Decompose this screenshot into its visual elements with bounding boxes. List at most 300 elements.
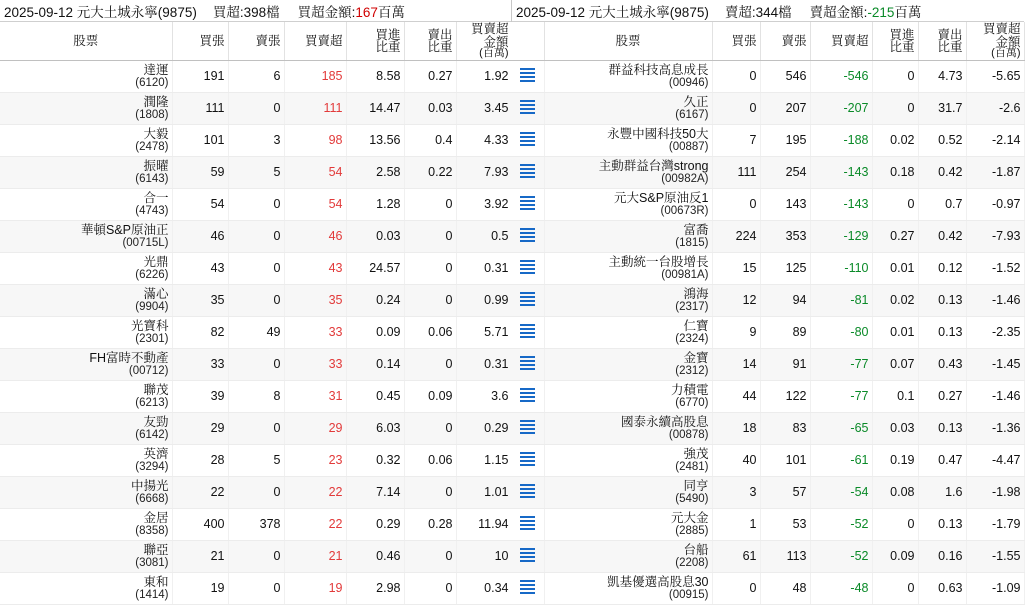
net-volume: -77 (810, 381, 872, 413)
table-row[interactable] (512, 253, 1024, 285)
buy-panel (0, 0, 512, 602)
net-amount: -1.46 (966, 285, 1024, 317)
net-volume: 21 (284, 541, 346, 573)
stock-code: (6226) (135, 269, 169, 282)
list-icon[interactable] (520, 388, 535, 401)
table-row[interactable] (512, 93, 1024, 125)
list-icon[interactable] (520, 132, 535, 145)
stock-name: 金居 (143, 510, 169, 525)
stock-code: (6770) (675, 397, 709, 410)
stock-name-cell[interactable] (544, 221, 712, 253)
stock-code: (6120) (135, 77, 169, 90)
buy-percent: 0.09 (346, 317, 404, 349)
col-sell-pct[interactable]: 賣出 比重 (404, 22, 456, 61)
net-volume: -81 (810, 285, 872, 317)
table-row[interactable] (0, 317, 512, 349)
stock-name-cell[interactable] (544, 285, 712, 317)
stock-code: (2208) (675, 557, 709, 570)
net-amount: 5.71 (456, 317, 512, 349)
list-icon[interactable] (512, 221, 544, 253)
list-icon[interactable] (512, 253, 544, 285)
net-volume: -48 (810, 573, 872, 605)
stock-name: 群益科技高息成長 (608, 62, 709, 77)
stock-name-cell[interactable] (544, 413, 712, 445)
net-volume: 43 (284, 253, 346, 285)
sell-percent: 0.13 (918, 509, 966, 541)
net-amount: -4.47 (966, 445, 1024, 477)
col-buy-pct[interactable]: 買進 比重 (346, 22, 404, 61)
stock-name: 滿心 (143, 286, 169, 301)
sell-volume: 546 (760, 61, 810, 93)
net-amount: 1.01 (456, 477, 512, 509)
buy-volume: 7 (712, 125, 760, 157)
buy-amount-unit: 百萬 (377, 4, 405, 20)
stock-code: (2481) (675, 461, 709, 474)
sell-volume: 122 (760, 381, 810, 413)
stock-code: (9904) (135, 301, 169, 314)
sell-percent: 0 (404, 285, 456, 317)
sell-volume: 0 (228, 541, 284, 573)
sell-percent: 0.13 (918, 285, 966, 317)
buy-volume: 400 (172, 509, 228, 541)
buy-volume: 9 (712, 317, 760, 349)
net-volume: -77 (810, 349, 872, 381)
stock-name: 英濟 (143, 446, 169, 461)
list-icon[interactable] (520, 228, 535, 241)
table-row[interactable] (512, 541, 1024, 573)
stock-name: 主動群益台灣strong (598, 158, 709, 173)
sell-percent: 0.03 (404, 93, 456, 125)
table-row[interactable] (0, 157, 512, 189)
table-row[interactable] (0, 285, 512, 317)
buy-volume: 15 (712, 253, 760, 285)
stock-name-cell[interactable] (0, 61, 172, 93)
sell-percent: 0.09 (404, 381, 456, 413)
buy-volume: 40 (712, 445, 760, 477)
net-volume: 35 (284, 285, 346, 317)
sell-percent: 31.7 (918, 93, 966, 125)
table-row[interactable] (0, 413, 512, 445)
net-amount: 4.33 (456, 125, 512, 157)
net-volume: 29 (284, 413, 346, 445)
sell-percent: 0 (404, 541, 456, 573)
stock-code: (1808) (135, 109, 169, 122)
sell-volume: 91 (760, 349, 810, 381)
stock-name: FH富時不動產 (89, 350, 169, 365)
stock-name: 潤隆 (143, 94, 169, 109)
sell-percent: 0.06 (404, 445, 456, 477)
table-row[interactable] (512, 509, 1024, 541)
buy-percent: 2.98 (346, 573, 404, 605)
sell-percent: 1.6 (918, 477, 966, 509)
sell-volume: 5 (228, 445, 284, 477)
sell-volume: 143 (760, 189, 810, 221)
sell-table-header-row (512, 22, 1024, 61)
stock-code: (6143) (135, 173, 169, 186)
table-row[interactable] (512, 477, 1024, 509)
buy-volume: 0 (712, 573, 760, 605)
buy-table-body (0, 61, 512, 605)
stock-name-cell[interactable] (544, 93, 712, 125)
stock-name: 聯亞 (143, 542, 169, 557)
stock-code: (00712) (128, 365, 169, 378)
col-sell-volume[interactable]: 賣張 (228, 22, 284, 61)
sell-volume: 0 (228, 477, 284, 509)
table-row[interactable] (512, 317, 1024, 349)
sell-amount-value: -215 (867, 4, 895, 20)
stock-code: (00981A) (661, 269, 709, 282)
col-stock[interactable]: 股票 (0, 22, 172, 61)
stock-name-cell[interactable] (0, 125, 172, 157)
net-volume: -129 (810, 221, 872, 253)
buy-percent: 7.14 (346, 477, 404, 509)
list-icon[interactable] (512, 381, 544, 413)
stock-code: (6213) (135, 397, 169, 410)
buy-percent: 24.57 (346, 253, 404, 285)
net-amount: 11.94 (456, 509, 512, 541)
stock-name-cell[interactable] (544, 253, 712, 285)
stock-code: (6668) (135, 493, 169, 506)
sell-volume: 0 (228, 285, 284, 317)
sell-table (512, 22, 1025, 605)
sell-percent: 0 (404, 413, 456, 445)
net-volume: -188 (810, 125, 872, 157)
list-icon[interactable] (512, 157, 544, 189)
stock-code: (1414) (135, 589, 169, 602)
col-buy-volume[interactable]: 買張 (712, 22, 760, 61)
sell-volume: 57 (760, 477, 810, 509)
buy-panel-title: 2025-09-12 元大土城永寧(9875) (4, 4, 197, 20)
buy-percent: 0.18 (872, 157, 918, 189)
stock-name-cell[interactable] (544, 573, 712, 605)
net-amount: 0.29 (456, 413, 512, 445)
net-volume: 31 (284, 381, 346, 413)
sell-volume: 53 (760, 509, 810, 541)
table-row[interactable] (0, 381, 512, 413)
sell-percent: 0.7 (918, 189, 966, 221)
buy-amount-prefix: 買超金額: (297, 4, 356, 20)
table-row[interactable] (0, 509, 512, 541)
buy-volume: 33 (172, 349, 228, 381)
stock-name: 合一 (143, 190, 169, 205)
stock-name-cell[interactable] (544, 189, 712, 221)
list-icon[interactable] (520, 452, 535, 465)
col-buy-pct[interactable]: 買進 比重 (872, 22, 918, 61)
net-volume: -52 (810, 509, 872, 541)
buy-percent: 0.01 (872, 253, 918, 285)
stock-name-cell[interactable] (544, 157, 712, 189)
buy-volume: 0 (712, 189, 760, 221)
list-icon[interactable] (520, 356, 535, 369)
list-icon[interactable] (512, 93, 544, 125)
stock-name-cell[interactable] (544, 349, 712, 381)
buy-volume: 46 (172, 221, 228, 253)
stock-code: (2312) (675, 365, 709, 378)
list-icon[interactable] (512, 189, 544, 221)
stock-name: 凱基優選高股息30 (607, 574, 709, 589)
sell-percent: 0.52 (918, 125, 966, 157)
stock-code: (00887) (668, 141, 709, 154)
net-volume: -65 (810, 413, 872, 445)
stock-name: 台船 (683, 542, 709, 557)
net-amount: 3.6 (456, 381, 512, 413)
stock-name-cell[interactable] (0, 253, 172, 285)
stock-name-cell[interactable] (0, 381, 172, 413)
stock-name-cell[interactable] (544, 61, 712, 93)
stock-name-cell[interactable] (544, 125, 712, 157)
stock-name-cell[interactable] (0, 413, 172, 445)
table-row[interactable] (0, 189, 512, 221)
stock-name-cell[interactable] (544, 445, 712, 477)
sell-percent: 0.42 (918, 221, 966, 253)
stock-name-cell[interactable] (0, 349, 172, 381)
buy-percent: 0.01 (872, 317, 918, 349)
col-net[interactable]: 買賣超 (810, 22, 872, 61)
net-amount: -1.79 (966, 509, 1024, 541)
list-icon[interactable] (520, 484, 535, 497)
sell-percent: 0.16 (918, 541, 966, 573)
stock-name: 主動統一台股增長 (608, 254, 709, 269)
table-row[interactable] (0, 573, 512, 605)
table-row[interactable] (512, 413, 1024, 445)
buy-percent: 14.47 (346, 93, 404, 125)
sell-volume: 0 (228, 413, 284, 445)
net-amount: -2.6 (966, 93, 1024, 125)
table-row[interactable] (0, 349, 512, 381)
stock-code: (00982A) (661, 173, 709, 186)
stock-code: (00715L) (122, 237, 169, 250)
stock-code: (2324) (675, 333, 709, 346)
list-icon[interactable] (520, 420, 535, 433)
stock-name: 中揚光 (130, 478, 169, 493)
stock-name: 強茂 (683, 446, 709, 461)
buy-percent: 0.45 (346, 381, 404, 413)
table-row[interactable] (0, 125, 512, 157)
sell-percent: 0.22 (404, 157, 456, 189)
list-icon[interactable] (512, 285, 544, 317)
buy-volume: 14 (712, 349, 760, 381)
net-volume: -110 (810, 253, 872, 285)
net-amount: -5.65 (966, 61, 1024, 93)
stock-name: 友勁 (143, 414, 169, 429)
net-amount: 0.5 (456, 221, 512, 253)
net-amount: 3.92 (456, 189, 512, 221)
sell-percent: 4.73 (918, 61, 966, 93)
col-stock[interactable]: 股票 (544, 22, 712, 61)
table-row[interactable] (512, 61, 1024, 93)
list-icon[interactable] (512, 509, 544, 541)
buy-percent: 0.02 (872, 125, 918, 157)
stock-code: (00946) (668, 77, 709, 90)
list-icon[interactable] (512, 317, 544, 349)
stock-name-cell[interactable] (0, 93, 172, 125)
net-amount: -2.35 (966, 317, 1024, 349)
table-row[interactable] (0, 445, 512, 477)
stock-name: 鴻海 (683, 286, 709, 301)
net-amount: -1.36 (966, 413, 1024, 445)
sell-percent: 0.27 (918, 381, 966, 413)
stock-code: (2317) (675, 301, 709, 314)
col-net-amount[interactable]: 買賣超 金額 (百萬) (966, 22, 1024, 61)
stock-name-cell[interactable] (0, 509, 172, 541)
list-icon[interactable] (520, 292, 535, 305)
buy-percent: 0.02 (872, 285, 918, 317)
list-icon[interactable] (512, 573, 544, 605)
stock-name-cell[interactable] (0, 317, 172, 349)
stock-name-cell[interactable] (544, 541, 712, 573)
col-buy-volume[interactable]: 買張 (172, 22, 228, 61)
table-row[interactable] (512, 573, 1024, 605)
stock-name: 久正 (683, 94, 709, 109)
buy-volume: 54 (172, 189, 228, 221)
net-amount: -7.93 (966, 221, 1024, 253)
table-row[interactable] (512, 189, 1024, 221)
stock-name-cell[interactable] (0, 157, 172, 189)
list-icon[interactable] (520, 260, 535, 273)
stock-name-cell[interactable] (0, 477, 172, 509)
sell-panel-header (512, 0, 1024, 22)
buy-volume: 111 (172, 93, 228, 125)
table-row[interactable] (0, 541, 512, 573)
sell-percent: 0 (404, 253, 456, 285)
net-amount: -2.14 (966, 125, 1024, 157)
net-volume: -61 (810, 445, 872, 477)
list-icon[interactable] (512, 541, 544, 573)
buy-table-header-row (0, 22, 512, 61)
sell-percent: 0.06 (404, 317, 456, 349)
buy-percent: 0.24 (346, 285, 404, 317)
buy-percent: 8.58 (346, 61, 404, 93)
sell-percent: 0.28 (404, 509, 456, 541)
list-icon[interactable] (512, 413, 544, 445)
list-icon[interactable] (512, 125, 544, 157)
list-icon[interactable] (520, 324, 535, 337)
buy-volume: 44 (712, 381, 760, 413)
sell-percent: 0.47 (918, 445, 966, 477)
list-icon[interactable] (520, 196, 535, 209)
net-volume: 22 (284, 477, 346, 509)
net-volume: 54 (284, 157, 346, 189)
stock-name-cell[interactable] (0, 189, 172, 221)
buy-percent: 0.32 (346, 445, 404, 477)
sell-percent: 0.13 (918, 413, 966, 445)
sell-volume: 6 (228, 61, 284, 93)
buy-volume: 39 (172, 381, 228, 413)
list-icon[interactable] (520, 548, 535, 561)
stock-code: (3081) (135, 557, 169, 570)
list-icon[interactable] (520, 164, 535, 177)
table-row[interactable] (512, 125, 1024, 157)
stock-name: 富喬 (683, 222, 709, 237)
buy-volume: 3 (712, 477, 760, 509)
net-amount: 0.34 (456, 573, 512, 605)
table-row[interactable] (512, 285, 1024, 317)
stock-name-cell[interactable] (544, 509, 712, 541)
sell-percent: 0 (404, 189, 456, 221)
sell-percent: 0.42 (918, 157, 966, 189)
stock-name-cell[interactable] (544, 381, 712, 413)
list-icon[interactable] (512, 445, 544, 477)
list-icon[interactable] (512, 477, 544, 509)
list-icon[interactable] (520, 68, 535, 81)
table-row[interactable] (0, 93, 512, 125)
list-icon[interactable] (512, 61, 544, 93)
col-sell-pct[interactable]: 賣出 比重 (918, 22, 966, 61)
table-row[interactable] (512, 157, 1024, 189)
stock-name-cell[interactable] (0, 221, 172, 253)
sell-amount-label (810, 1, 922, 21)
net-amount: 0.31 (456, 253, 512, 285)
table-row[interactable] (0, 61, 512, 93)
col-sell-volume[interactable]: 賣張 (760, 22, 810, 61)
sell-percent: 0.43 (918, 349, 966, 381)
stock-name-cell[interactable] (0, 285, 172, 317)
list-icon[interactable] (512, 349, 544, 381)
sell-volume: 49 (228, 317, 284, 349)
sell-volume: 48 (760, 573, 810, 605)
stock-name: 光鼎 (143, 254, 169, 269)
stock-code: (4743) (135, 205, 169, 218)
stock-name-cell[interactable] (0, 541, 172, 573)
buy-volume: 101 (172, 125, 228, 157)
list-icon[interactable] (520, 100, 535, 113)
buy-table (0, 22, 513, 605)
stock-name-cell[interactable] (0, 573, 172, 605)
table-row[interactable] (0, 221, 512, 253)
stock-name: 國泰永續高股息 (620, 414, 709, 429)
table-row[interactable] (0, 253, 512, 285)
net-volume: 23 (284, 445, 346, 477)
buy-volume: 0 (712, 61, 760, 93)
table-row[interactable] (512, 445, 1024, 477)
stock-name: 力積電 (670, 382, 709, 397)
sell-volume: 254 (760, 157, 810, 189)
net-volume: 98 (284, 125, 346, 157)
stock-name: 東和 (143, 574, 169, 589)
sell-volume: 113 (760, 541, 810, 573)
col-net-amount[interactable]: 買賣超 金額 (百萬) (456, 22, 512, 61)
col-icon (512, 22, 544, 61)
sell-percent: 0 (404, 349, 456, 381)
stock-name: 振曜 (143, 158, 169, 173)
stock-name-cell[interactable] (0, 445, 172, 477)
table-row[interactable] (0, 477, 512, 509)
sell-percent: 0 (404, 573, 456, 605)
stock-name: 仁寶 (683, 318, 709, 333)
stock-name: 元大S&P原油反1 (614, 190, 709, 205)
net-amount: 1.15 (456, 445, 512, 477)
list-icon[interactable] (520, 580, 535, 593)
buy-volume: 22 (172, 477, 228, 509)
stock-name-cell[interactable] (544, 317, 712, 349)
sell-percent: 0.12 (918, 253, 966, 285)
buy-volume: 12 (712, 285, 760, 317)
table-row[interactable] (512, 381, 1024, 413)
table-row[interactable] (512, 349, 1024, 381)
table-row[interactable] (512, 221, 1024, 253)
sell-volume: 0 (228, 349, 284, 381)
col-net[interactable]: 買賣超 (284, 22, 346, 61)
stock-name: 大毅 (143, 126, 169, 141)
net-volume: -143 (810, 189, 872, 221)
sell-volume: 3 (228, 125, 284, 157)
buy-volume: 0 (712, 93, 760, 125)
list-icon[interactable] (520, 516, 535, 529)
stock-name-cell[interactable] (544, 477, 712, 509)
sell-percent: 0.63 (918, 573, 966, 605)
buy-percent: 0 (872, 61, 918, 93)
stock-code: (6167) (675, 109, 709, 122)
